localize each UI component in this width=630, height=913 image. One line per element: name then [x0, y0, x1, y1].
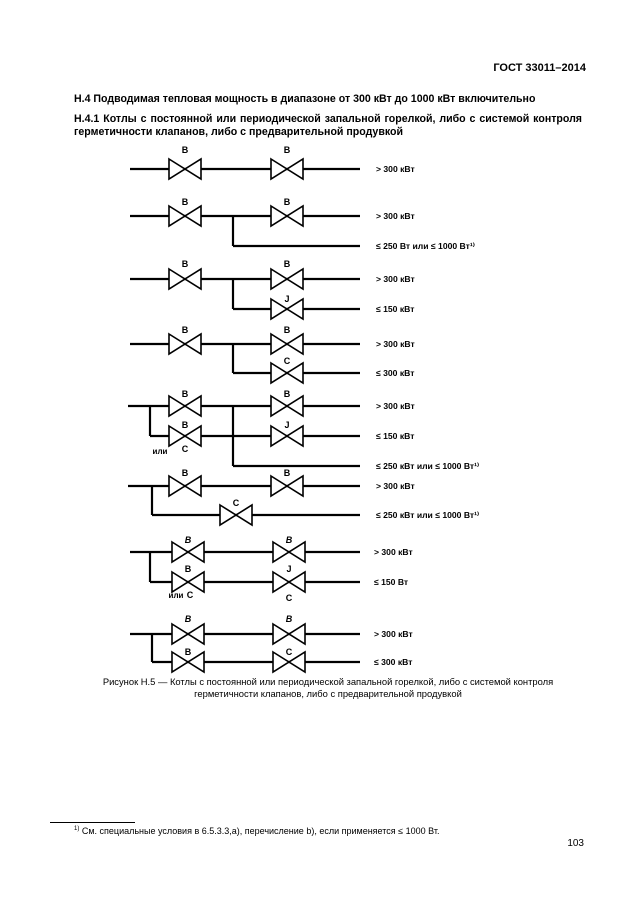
- valve-icon: [169, 476, 201, 496]
- power-label: > 300 кВт: [376, 339, 415, 349]
- section-heading-h4: Н.4 Подводимая тепловая мощность в диапазоне от 300 кВт до 1000 кВт включительно: [74, 93, 536, 105]
- footnote: [74, 826, 439, 836]
- power-label: > 300 кВт: [374, 547, 413, 557]
- power-label: ≤ 250 кВт или ≤ 1000 Вт¹⁾: [376, 461, 480, 471]
- valve-label: B: [283, 197, 291, 207]
- valve-label: C: [283, 356, 291, 366]
- power-label: > 300 кВт: [376, 211, 415, 221]
- valve-label: J: [284, 420, 290, 430]
- valve-diagram: [0, 140, 630, 675]
- valve-label: B: [283, 389, 291, 399]
- valve-label: B: [181, 197, 189, 207]
- valve-label: B: [283, 468, 291, 478]
- valve-icon: [169, 334, 201, 354]
- pipe-lines: [128, 169, 360, 662]
- valve-label: C: [181, 444, 189, 454]
- valve-label: B: [181, 325, 189, 335]
- caption-line-2: герметичности клапанов, либо с предварительной продувкой: [194, 688, 462, 699]
- valve-icon: [220, 505, 252, 525]
- valve-label: C: [232, 498, 240, 508]
- valve-icon: [172, 542, 204, 562]
- valve-label: C: [285, 647, 293, 657]
- valve-icon: [271, 476, 303, 496]
- power-labels: [374, 164, 479, 667]
- power-label: ≤ 150 Вт: [374, 577, 409, 587]
- valve-icon: [271, 363, 303, 383]
- valve-label: B: [181, 259, 189, 269]
- valve-icon: [169, 269, 201, 289]
- valve-label: B: [285, 535, 293, 545]
- valve-icon: [169, 206, 201, 226]
- valve-icon: [273, 542, 305, 562]
- valve-label: B: [283, 145, 291, 155]
- power-label: ≤ 250 Вт или ≤ 1000 Вт¹⁾: [376, 241, 475, 251]
- caption-line-1: Рисунок Н.5 — Котлы с постоянной или периодической запальной горелкой, либо с системой контроля: [102, 676, 554, 687]
- footnote-text: См. специальные условия в 6.5.3.3,а), перечисление b), если применяется ≤ 1000 Вт.: [81, 826, 440, 836]
- power-label: ≤ 300 кВт: [376, 368, 415, 378]
- section-heading-h41: Н.4.1 Котлы с постоянной или периодической запальной горелкой, либо с системой контроля герметичности клапанов, либо с предварительной продувкой: [74, 113, 582, 138]
- power-label: > 300 кВт: [376, 274, 415, 284]
- or-label: или: [168, 591, 184, 600]
- valve-label: B: [283, 325, 291, 335]
- valve-label: B: [285, 614, 293, 624]
- valve-label: J: [284, 294, 290, 304]
- figure-caption: [74, 676, 582, 700]
- power-label: ≤ 250 кВт или ≤ 1000 Вт¹⁾: [376, 510, 480, 520]
- valve-icon: [271, 334, 303, 354]
- valve-label: B: [184, 614, 192, 624]
- valve-icon: [271, 396, 303, 416]
- power-label: > 300 кВт: [376, 164, 415, 174]
- valve-label: B: [184, 535, 192, 545]
- valve-label: B: [181, 468, 189, 478]
- valve-icon: [271, 159, 303, 179]
- power-label: > 300 кВт: [376, 401, 415, 411]
- valve-label: B: [181, 389, 189, 399]
- valve-icon: [271, 206, 303, 226]
- valve-label: C: [285, 593, 293, 603]
- valve-label: B: [184, 564, 192, 574]
- power-label: > 300 кВт: [376, 481, 415, 491]
- power-label: ≤ 300 кВт: [374, 657, 413, 667]
- footnote-separator: [50, 822, 135, 823]
- or-label: или: [152, 447, 168, 456]
- standard-number: ГОСТ 33011–2014: [493, 62, 586, 74]
- valve-label: B: [184, 647, 192, 657]
- valve-icon: [169, 396, 201, 416]
- valve-icon: [271, 269, 303, 289]
- valve-icon: [169, 159, 201, 179]
- valve-icon: [273, 572, 305, 592]
- power-label: ≤ 150 кВт: [376, 431, 415, 441]
- valve-label: B: [181, 420, 189, 430]
- valve-label: B: [181, 145, 189, 155]
- footnote-mark: 1): [74, 826, 80, 832]
- valve-icon: [172, 572, 204, 592]
- power-label: ≤ 150 кВт: [376, 304, 415, 314]
- valve-label: J: [286, 564, 292, 574]
- valve-label: C: [186, 590, 194, 600]
- page-number: 103: [567, 838, 584, 849]
- valve-icon: [172, 624, 204, 644]
- valve-icon: [273, 624, 305, 644]
- power-label: > 300 кВт: [374, 629, 413, 639]
- valve-label: B: [283, 259, 291, 269]
